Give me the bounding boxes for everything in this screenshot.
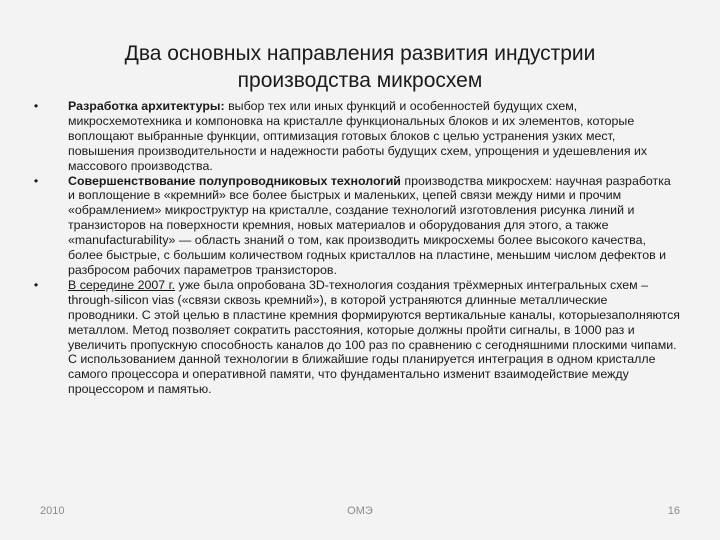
bullet-dot: •: [33, 277, 39, 292]
slide-title-line-1: Два основных направления развития индустрии: [124, 42, 596, 65]
bullet-dot: •: [33, 173, 39, 188]
bullet-item-technology: [30, 174, 680, 278]
bullet-text: [68, 278, 680, 397]
date-link[interactable]: В середине 2007 г.: [68, 277, 176, 292]
bullet-body: производства микросхем: научная разработка и воплощение в «кремний» все более быстрых и маленьких, цепей связи между ними и прочим «обрамлением» микроструктур на кристалле, создание технологий изготовления рисунка линий и транзисторов на поверхности кремния, новых материалов и оборудования для этого, а также «manufacturability» — область знаний о том, как производить микросхемы более высокого качества, более быстрые, с большим количеством годных кристаллов на пластине, меньшим числом дефектов и разбросом рабочих параметров транзисторов.: [68, 173, 671, 277]
bullet-item-3d-technology: [30, 278, 680, 397]
slide-title-line-2: производства микросхем: [237, 69, 483, 92]
bullet-item-architecture: [30, 99, 680, 174]
bullet-list: [30, 99, 680, 397]
bullet-text: [68, 174, 680, 278]
bullet-bold-lead: Совершенствование полупроводниковых технологий: [68, 173, 401, 188]
bullet-bold-lead: Разработка архитектуры:: [68, 99, 225, 113]
footer-center-label: ОМЭ: [347, 505, 373, 517]
footer-year: 2010: [40, 505, 65, 517]
page-number: 16: [667, 505, 680, 517]
bullet-body: уже была опробована 3D-технология создания трёхмерных интегральных схем – through-silicon vias («связи сквозь кремний»), в которой устраняются длинные металлические проводники. С этой целью в пластине кремния формируются вертикальные каналы, которыезаполняются металлом. Метод позволяет сократить расстояния, которые должны пройти сигналы, в 1000 раз и увеличить пропускную способность каналов до 100 раз по сравнению с сегодняшними плоскими чипами. С использованием данной технологии в ближайшие годы планируется интеграция в одном кристалле самого процессора и оперативной памяти, что фундаментально изменит взаимодействие между процессором и памятью.: [68, 277, 680, 397]
bullet-text: [68, 99, 680, 174]
bullet-dot: •: [33, 99, 39, 113]
bullet-body: выбор тех или иных функций и особенностей будущих схем, микросхемотехника и компоновка на кристалле функциональных блоков и их элементов, которые воплощают выбранные функции, оптимизация готовых блоков с целью устранения узких мест, повышения производительности и надежности работы будущих схем, упрощения и удешевления их массового производства.: [68, 99, 648, 173]
slide-title: [40, 40, 680, 94]
